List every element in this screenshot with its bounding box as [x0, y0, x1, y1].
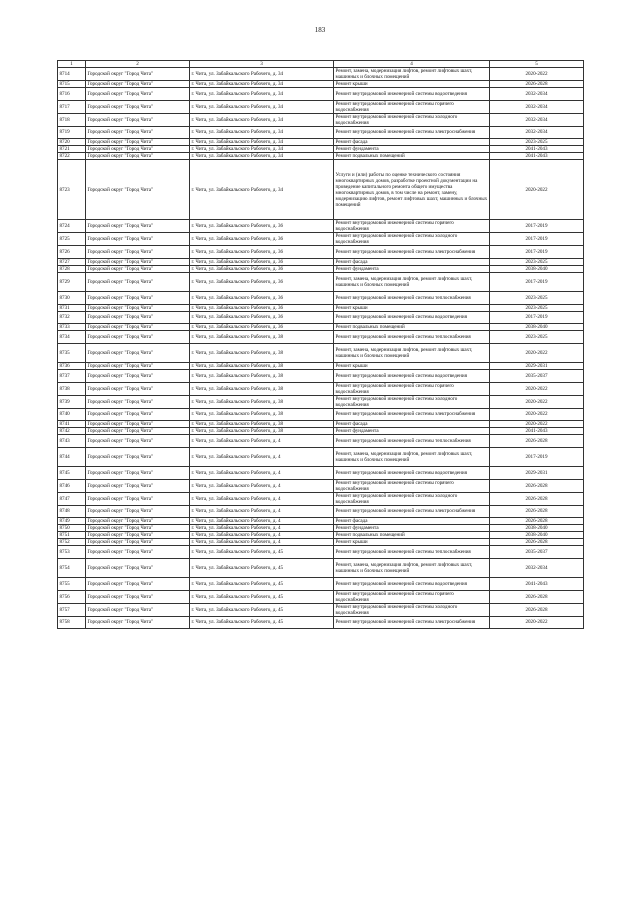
- period-cell: 2017-2019: [490, 220, 584, 233]
- period-cell: 2041-2043: [490, 153, 584, 160]
- period-cell: 2026-2028: [490, 479, 584, 492]
- table-row: [58, 88, 584, 101]
- table-row: [58, 408, 584, 421]
- row-number-cell: 8744: [58, 447, 86, 467]
- period-cell: 2041-2043: [490, 146, 584, 153]
- row-number-cell: 8745: [58, 467, 86, 480]
- row-number-cell: 8721: [58, 146, 86, 153]
- work-type-cell: Ремонт внутридомовой инженерной системы холодного водоснабжения: [334, 233, 490, 246]
- row-number-cell: 8748: [58, 505, 86, 518]
- address-cell: г. Чита, ул. Забайкальского Рабочего, д. 45: [190, 616, 334, 629]
- work-type-cell: Ремонт внутридомовой инженерной системы водоотведения: [334, 578, 490, 591]
- row-number-cell: 8733: [58, 324, 86, 331]
- row-number-cell: 8737: [58, 370, 86, 383]
- table-row: [58, 479, 584, 492]
- municipality-cell: Городской округ "Город Чита": [86, 146, 190, 153]
- address-cell: г. Чита, ул. Забайкальского Рабочего, д. 36: [190, 324, 334, 331]
- period-cell: 2017-2019: [490, 272, 584, 292]
- period-cell: 2026-2028: [490, 518, 584, 525]
- table-row: [58, 616, 584, 629]
- municipality-cell: Городской округ "Город Чита": [86, 363, 190, 370]
- row-number-cell: 8719: [58, 126, 86, 139]
- municipality-cell: Городской округ "Город Чита": [86, 428, 190, 435]
- table-row: [58, 590, 584, 603]
- municipality-cell: Городской округ "Город Чита": [86, 153, 190, 160]
- table-row: [58, 447, 584, 467]
- period-cell: 2038-2040: [490, 525, 584, 532]
- address-cell: г. Чита, ул. Забайкальского Рабочего, д. 4: [190, 435, 334, 448]
- address-cell: г. Чита, ул. Забайкальского Рабочего, д. 38: [190, 395, 334, 408]
- address-cell: г. Чита, ул. Забайкальского Рабочего, д. 34: [190, 88, 334, 101]
- period-cell: 2026-2028: [490, 492, 584, 505]
- address-cell: г. Чита, ул. Забайкальского Рабочего, д. 36: [190, 292, 334, 305]
- address-cell: г. Чита, ул. Забайкальского Рабочего, д. 4: [190, 525, 334, 532]
- address-cell: г. Чита, ул. Забайкальского Рабочего, д. 38: [190, 428, 334, 435]
- address-cell: г. Чита, ул. Забайкальского Рабочего, д. 36: [190, 311, 334, 324]
- period-cell: 2032-2034: [490, 113, 584, 126]
- address-cell: г. Чита, ул. Забайкальского Рабочего, д. 36: [190, 246, 334, 259]
- work-type-cell: Ремонт крыши: [334, 363, 490, 370]
- address-cell: г. Чита, ул. Забайкальского Рабочего, д. 36: [190, 272, 334, 292]
- row-number-cell: 8752: [58, 539, 86, 546]
- row-number-cell: 8725: [58, 233, 86, 246]
- work-type-cell: Ремонт внутридомовой инженерной системы теплоснабжения: [334, 292, 490, 305]
- table-body: [58, 61, 584, 629]
- table-row: [58, 113, 584, 126]
- address-cell: г. Чита, ул. Забайкальского Рабочего, д. 34: [190, 139, 334, 146]
- table-row: [58, 539, 584, 546]
- address-cell: г. Чита, ул. Забайкальского Рабочего, д. 38: [190, 343, 334, 363]
- period-cell: 2020-2022: [490, 421, 584, 428]
- address-cell: г. Чита, ул. Забайкальского Рабочего, д. 4: [190, 505, 334, 518]
- period-cell: 2020-2022: [490, 68, 584, 81]
- municipality-cell: Городской округ "Город Чита": [86, 258, 190, 265]
- municipality-cell: Городской округ "Город Чита": [86, 88, 190, 101]
- table-row: [58, 220, 584, 233]
- row-number-cell: 8720: [58, 139, 86, 146]
- table-row: [58, 546, 584, 559]
- period-cell: 2026-2028: [490, 590, 584, 603]
- work-type-cell: Ремонт, замена, модернизация лифтов, ремонт лифтовых шахт, машинных и блочных помещений: [334, 447, 490, 467]
- work-type-cell: Ремонт внутридомовой инженерной системы горячего водоснабжения: [334, 220, 490, 233]
- municipality-cell: Городской округ "Город Чита": [86, 113, 190, 126]
- municipality-cell: Городской округ "Город Чита": [86, 395, 190, 408]
- municipality-cell: Городской округ "Город Чита": [86, 518, 190, 525]
- period-cell: 2035-2037: [490, 546, 584, 559]
- table-row: [58, 233, 584, 246]
- work-type-cell: Ремонт, замена, модернизация лифтов, ремонт лифтовых шахт, машинных и блочных помещений: [334, 343, 490, 363]
- work-type-cell: Услуги и (или) работы по оценке технического состояния многоквартирных домов, разработке проектной документации на проведение капитального ремонта общего имущества многоквартирных домов, в том числе на ремонт, замену, модернизацию лифтов, ремонт лифтовых шахт, машинных и блочных помещений: [334, 160, 490, 220]
- period-cell: 2026-2028: [490, 603, 584, 616]
- municipality-cell: Городской округ "Город Чита": [86, 578, 190, 591]
- table-row: [58, 153, 584, 160]
- table-row: [58, 160, 584, 220]
- period-cell: 2038-2040: [490, 532, 584, 539]
- period-cell: 2035-2037: [490, 370, 584, 383]
- period-cell: 2023-2025: [490, 292, 584, 305]
- municipality-cell: Городской округ "Город Чита": [86, 532, 190, 539]
- work-type-cell: Ремонт внутридомовой инженерной системы электроснабжения: [334, 246, 490, 259]
- municipality-cell: Городской округ "Город Чита": [86, 292, 190, 305]
- work-type-cell: Ремонт крыши: [334, 304, 490, 311]
- period-cell: 2038-2040: [490, 324, 584, 331]
- row-number-cell: 8735: [58, 343, 86, 363]
- municipality-cell: Городской округ "Город Чита": [86, 343, 190, 363]
- address-cell: г. Чита, ул. Забайкальского Рабочего, д. 34: [190, 160, 334, 220]
- municipality-cell: Городской округ "Город Чита": [86, 233, 190, 246]
- row-number-cell: 8723: [58, 160, 86, 220]
- row-number-cell: 8722: [58, 153, 86, 160]
- table-row: [58, 304, 584, 311]
- address-cell: г. Чита, ул. Забайкальского Рабочего, д. 4: [190, 447, 334, 467]
- period-cell: 2020-2022: [490, 616, 584, 629]
- address-cell: г. Чита, ул. Забайкальского Рабочего, д. 34: [190, 100, 334, 113]
- address-cell: г. Чита, ул. Забайкальского Рабочего, д. 4: [190, 539, 334, 546]
- work-type-cell: Ремонт внутридомовой инженерной системы водоотведения: [334, 88, 490, 101]
- address-cell: г. Чита, ул. Забайкальского Рабочего, д. 34: [190, 126, 334, 139]
- table-row: [58, 68, 584, 81]
- address-cell: г. Чита, ул. Забайкальского Рабочего, д. 36: [190, 304, 334, 311]
- period-cell: 2020-2022: [490, 395, 584, 408]
- municipality-cell: Городской округ "Город Чита": [86, 558, 190, 578]
- address-cell: г. Чита, ул. Забайкальского Рабочего, д. 4: [190, 467, 334, 480]
- municipality-cell: Городской округ "Город Чита": [86, 220, 190, 233]
- address-cell: г. Чита, ул. Забайкальского Рабочего, д. 45: [190, 578, 334, 591]
- address-cell: г. Чита, ул. Забайкальского Рабочего, д. 38: [190, 382, 334, 395]
- work-type-cell: Ремонт, замена, модернизация лифтов, ремонт лифтовых шахт, машинных и блочных помещений: [334, 558, 490, 578]
- row-number-cell: 8714: [58, 68, 86, 81]
- table-row: [58, 505, 584, 518]
- row-number-cell: 8747: [58, 492, 86, 505]
- work-type-cell: Ремонт внутридомовой инженерной системы электроснабжения: [334, 616, 490, 629]
- municipality-cell: Городской округ "Город Чита": [86, 100, 190, 113]
- address-cell: г. Чита, ул. Забайкальского Рабочего, д. 4: [190, 479, 334, 492]
- row-number-cell: 8758: [58, 616, 86, 629]
- work-type-cell: Ремонт внутридомовой инженерной системы теплоснабжения: [334, 546, 490, 559]
- row-number-cell: 8742: [58, 428, 86, 435]
- row-number-cell: 8753: [58, 546, 86, 559]
- header-cell: 2: [86, 61, 190, 68]
- address-cell: г. Чита, ул. Забайкальского Рабочего, д. 36: [190, 258, 334, 265]
- period-cell: 2017-2019: [490, 246, 584, 259]
- address-cell: г. Чита, ул. Забайкальского Рабочего, д. 36: [190, 265, 334, 272]
- address-cell: г. Чита, ул. Забайкальского Рабочего, д. 34: [190, 81, 334, 88]
- row-number-cell: 8734: [58, 331, 86, 344]
- header-cell: 3: [190, 61, 334, 68]
- table-row: [58, 525, 584, 532]
- work-type-cell: Ремонт внутридомовой инженерной системы водоотведения: [334, 467, 490, 480]
- address-cell: г. Чита, ул. Забайкальского Рабочего, д. 38: [190, 408, 334, 421]
- table-row: [58, 126, 584, 139]
- municipality-cell: Городской округ "Город Чита": [86, 272, 190, 292]
- work-type-cell: Ремонт фасада: [334, 421, 490, 428]
- header-cell: 1: [58, 61, 86, 68]
- municipality-cell: Городской округ "Город Чита": [86, 447, 190, 467]
- address-cell: г. Чита, ул. Забайкальского Рабочего, д. 45: [190, 603, 334, 616]
- table-row: [58, 272, 584, 292]
- address-cell: г. Чита, ул. Забайкальского Рабочего, д. 34: [190, 68, 334, 81]
- address-cell: г. Чита, ул. Забайкальского Рабочего, д. 36: [190, 220, 334, 233]
- row-number-cell: 8751: [58, 532, 86, 539]
- work-type-cell: Ремонт внутридомовой инженерной системы теплоснабжения: [334, 331, 490, 344]
- period-cell: 2020-2022: [490, 160, 584, 220]
- address-cell: г. Чита, ул. Забайкальского Рабочего, д. 34: [190, 113, 334, 126]
- row-number-cell: 8729: [58, 272, 86, 292]
- table-row: [58, 146, 584, 153]
- address-cell: г. Чита, ул. Забайкальского Рабочего, д. 34: [190, 153, 334, 160]
- period-cell: 2029-2031: [490, 363, 584, 370]
- table-row: [58, 428, 584, 435]
- period-cell: 2026-2028: [490, 505, 584, 518]
- work-type-cell: Ремонт фасада: [334, 139, 490, 146]
- table-row: [58, 139, 584, 146]
- row-number-cell: 8731: [58, 304, 86, 311]
- capital-repair-table: [57, 60, 584, 629]
- page-number: 183: [314, 26, 326, 34]
- period-cell: 2020-2022: [490, 382, 584, 395]
- address-cell: г. Чита, ул. Забайкальского Рабочего, д. 45: [190, 590, 334, 603]
- work-type-cell: Ремонт фасада: [334, 518, 490, 525]
- row-number-cell: 8715: [58, 81, 86, 88]
- address-cell: г. Чита, ул. Забайкальского Рабочего, д. 4: [190, 518, 334, 525]
- table-row: [58, 532, 584, 539]
- work-type-cell: Ремонт внутридомовой инженерной системы холодного водоснабжения: [334, 603, 490, 616]
- municipality-cell: Городской округ "Город Чита": [86, 331, 190, 344]
- row-number-cell: 8716: [58, 88, 86, 101]
- municipality-cell: Городской округ "Город Чита": [86, 265, 190, 272]
- work-type-cell: Ремонт внутридомовой инженерной системы горячего водоснабжения: [334, 590, 490, 603]
- table-row: [58, 518, 584, 525]
- period-cell: 2041-2043: [490, 578, 584, 591]
- municipality-cell: Городской округ "Город Чита": [86, 246, 190, 259]
- period-cell: 2020-2022: [490, 343, 584, 363]
- period-cell: 2032-2034: [490, 126, 584, 139]
- work-type-cell: Ремонт фундамента: [334, 146, 490, 153]
- municipality-cell: Городской округ "Город Чита": [86, 467, 190, 480]
- row-number-cell: 8739: [58, 395, 86, 408]
- table-row: [58, 421, 584, 428]
- row-number-cell: 8754: [58, 558, 86, 578]
- period-cell: 2026-2028: [490, 539, 584, 546]
- header-cell: 4: [334, 61, 490, 68]
- municipality-cell: Городской округ "Город Чита": [86, 126, 190, 139]
- period-cell: 2023-2025: [490, 331, 584, 344]
- row-number-cell: 8717: [58, 100, 86, 113]
- work-type-cell: Ремонт крыши: [334, 81, 490, 88]
- table-row: [58, 292, 584, 305]
- row-number-cell: 8740: [58, 408, 86, 421]
- period-cell: 2029-2031: [490, 467, 584, 480]
- work-type-cell: Ремонт подвальных помещений: [334, 532, 490, 539]
- table-row: [58, 363, 584, 370]
- row-number-cell: 8728: [58, 265, 86, 272]
- work-type-cell: Ремонт внутридомовой инженерной системы электроснабжения: [334, 126, 490, 139]
- row-number-cell: 8724: [58, 220, 86, 233]
- period-cell: 2017-2019: [490, 447, 584, 467]
- address-cell: г. Чита, ул. Забайкальского Рабочего, д. 4: [190, 532, 334, 539]
- municipality-cell: Городской округ "Город Чита": [86, 435, 190, 448]
- work-type-cell: Ремонт фасада: [334, 258, 490, 265]
- period-cell: 2026-2028: [490, 81, 584, 88]
- work-type-cell: Ремонт внутридомовой инженерной системы электроснабжения: [334, 505, 490, 518]
- period-cell: 2038-2040: [490, 265, 584, 272]
- period-cell: 2032-2034: [490, 100, 584, 113]
- address-cell: г. Чита, ул. Забайкальского Рабочего, д. 4: [190, 492, 334, 505]
- municipality-cell: Городской округ "Город Чита": [86, 421, 190, 428]
- period-cell: 2032-2034: [490, 88, 584, 101]
- table-row: [58, 435, 584, 448]
- work-type-cell: Ремонт внутридомовой инженерной системы холодного водоснабжения: [334, 395, 490, 408]
- table-row: [58, 382, 584, 395]
- table-row: [58, 81, 584, 88]
- row-number-cell: 8756: [58, 590, 86, 603]
- work-type-cell: Ремонт фундамента: [334, 428, 490, 435]
- row-number-cell: 8727: [58, 258, 86, 265]
- municipality-cell: Городской округ "Город Чита": [86, 479, 190, 492]
- period-cell: 2023-2025: [490, 304, 584, 311]
- table-row: [58, 603, 584, 616]
- header-cell: 5: [490, 61, 584, 68]
- period-cell: 2023-2025: [490, 258, 584, 265]
- table-row: [58, 331, 584, 344]
- row-number-cell: 8749: [58, 518, 86, 525]
- period-cell: 2020-2022: [490, 408, 584, 421]
- municipality-cell: Городской округ "Город Чита": [86, 304, 190, 311]
- work-type-cell: Ремонт внутридомовой инженерной системы горячего водоснабжения: [334, 100, 490, 113]
- period-cell: 2026-2028: [490, 435, 584, 448]
- municipality-cell: Городской округ "Город Чита": [86, 311, 190, 324]
- work-type-cell: Ремонт, замена, модернизация лифтов, ремонт лифтовых шахт, машинных и блочных помещений: [334, 272, 490, 292]
- table-row: [58, 558, 584, 578]
- work-type-cell: Ремонт подвальных помещений: [334, 153, 490, 160]
- row-number-cell: 8757: [58, 603, 86, 616]
- municipality-cell: Городской округ "Город Чита": [86, 160, 190, 220]
- period-cell: 2017-2019: [490, 233, 584, 246]
- work-type-cell: Ремонт фундамента: [334, 265, 490, 272]
- table-row: [58, 467, 584, 480]
- work-type-cell: Ремонт, замена, модернизация лифтов, ремонт лифтовых шахт, машинных и блочных помещений: [334, 68, 490, 81]
- period-cell: 2023-2025: [490, 139, 584, 146]
- row-number-cell: 8738: [58, 382, 86, 395]
- row-number-cell: 8746: [58, 479, 86, 492]
- row-number-cell: 8726: [58, 246, 86, 259]
- work-type-cell: Ремонт фундамента: [334, 525, 490, 532]
- table-row: [58, 100, 584, 113]
- table-row: [58, 343, 584, 363]
- address-cell: г. Чита, ул. Забайкальского Рабочего, д. 45: [190, 558, 334, 578]
- work-type-cell: Ремонт внутридомовой инженерной системы электроснабжения: [334, 408, 490, 421]
- municipality-cell: Городской округ "Город Чита": [86, 382, 190, 395]
- address-cell: г. Чита, ул. Забайкальского Рабочего, д. 45: [190, 546, 334, 559]
- municipality-cell: Городской округ "Город Чита": [86, 68, 190, 81]
- municipality-cell: Городской округ "Город Чита": [86, 408, 190, 421]
- table-row: [58, 311, 584, 324]
- address-cell: г. Чита, ул. Забайкальского Рабочего, д. 36: [190, 233, 334, 246]
- table-row: [58, 258, 584, 265]
- work-type-cell: Ремонт внутридомовой инженерной системы горячего водоснабжения: [334, 382, 490, 395]
- address-cell: г. Чита, ул. Забайкальского Рабочего, д. 34: [190, 146, 334, 153]
- work-type-cell: Ремонт внутридомовой инженерной системы водоотведения: [334, 370, 490, 383]
- municipality-cell: Городской округ "Город Чита": [86, 81, 190, 88]
- period-cell: 2041-2043: [490, 428, 584, 435]
- municipality-cell: Городской округ "Город Чита": [86, 505, 190, 518]
- municipality-cell: Городской округ "Город Чита": [86, 370, 190, 383]
- row-number-cell: 8743: [58, 435, 86, 448]
- municipality-cell: Городской округ "Город Чита": [86, 546, 190, 559]
- address-cell: г. Чита, ул. Забайкальского Рабочего, д. 38: [190, 363, 334, 370]
- work-type-cell: Ремонт подвальных помещений: [334, 324, 490, 331]
- row-number-cell: 8750: [58, 525, 86, 532]
- row-number-cell: 8736: [58, 363, 86, 370]
- work-type-cell: Ремонт крыши: [334, 539, 490, 546]
- municipality-cell: Городской округ "Город Чита": [86, 139, 190, 146]
- table-row: [58, 324, 584, 331]
- municipality-cell: Городской округ "Город Чита": [86, 616, 190, 629]
- table-row: [58, 395, 584, 408]
- address-cell: г. Чита, ул. Забайкальского Рабочего, д. 38: [190, 331, 334, 344]
- work-type-cell: Ремонт внутридомовой инженерной системы водоотведения: [334, 311, 490, 324]
- work-type-cell: Ремонт внутридомовой инженерной системы горячего водоснабжения: [334, 479, 490, 492]
- municipality-cell: Городской округ "Город Чита": [86, 492, 190, 505]
- period-cell: 2017-2019: [490, 311, 584, 324]
- address-cell: г. Чита, ул. Забайкальского Рабочего, д. 38: [190, 421, 334, 428]
- work-type-cell: Ремонт внутридомовой инженерной системы теплоснабжения: [334, 435, 490, 448]
- row-number-cell: 8755: [58, 578, 86, 591]
- address-cell: г. Чита, ул. Забайкальского Рабочего, д. 38: [190, 370, 334, 383]
- municipality-cell: Городской округ "Город Чита": [86, 603, 190, 616]
- work-type-cell: Ремонт внутридомовой инженерной системы холодного водоснабжения: [334, 492, 490, 505]
- row-number-cell: 8718: [58, 113, 86, 126]
- row-number-cell: 8732: [58, 311, 86, 324]
- period-cell: 2032-2034: [490, 558, 584, 578]
- municipality-cell: Городской округ "Город Чита": [86, 590, 190, 603]
- row-number-cell: 8730: [58, 292, 86, 305]
- table-header-row: [58, 61, 584, 68]
- table-row: [58, 265, 584, 272]
- table-row: [58, 370, 584, 383]
- table-row: [58, 246, 584, 259]
- municipality-cell: Городской округ "Город Чита": [86, 539, 190, 546]
- municipality-cell: Городской округ "Город Чита": [86, 525, 190, 532]
- work-type-cell: Ремонт внутридомовой инженерной системы холодного водоснабжения: [334, 113, 490, 126]
- municipality-cell: Городской округ "Город Чита": [86, 324, 190, 331]
- table-row: [58, 578, 584, 591]
- row-number-cell: 8741: [58, 421, 86, 428]
- table-row: [58, 492, 584, 505]
